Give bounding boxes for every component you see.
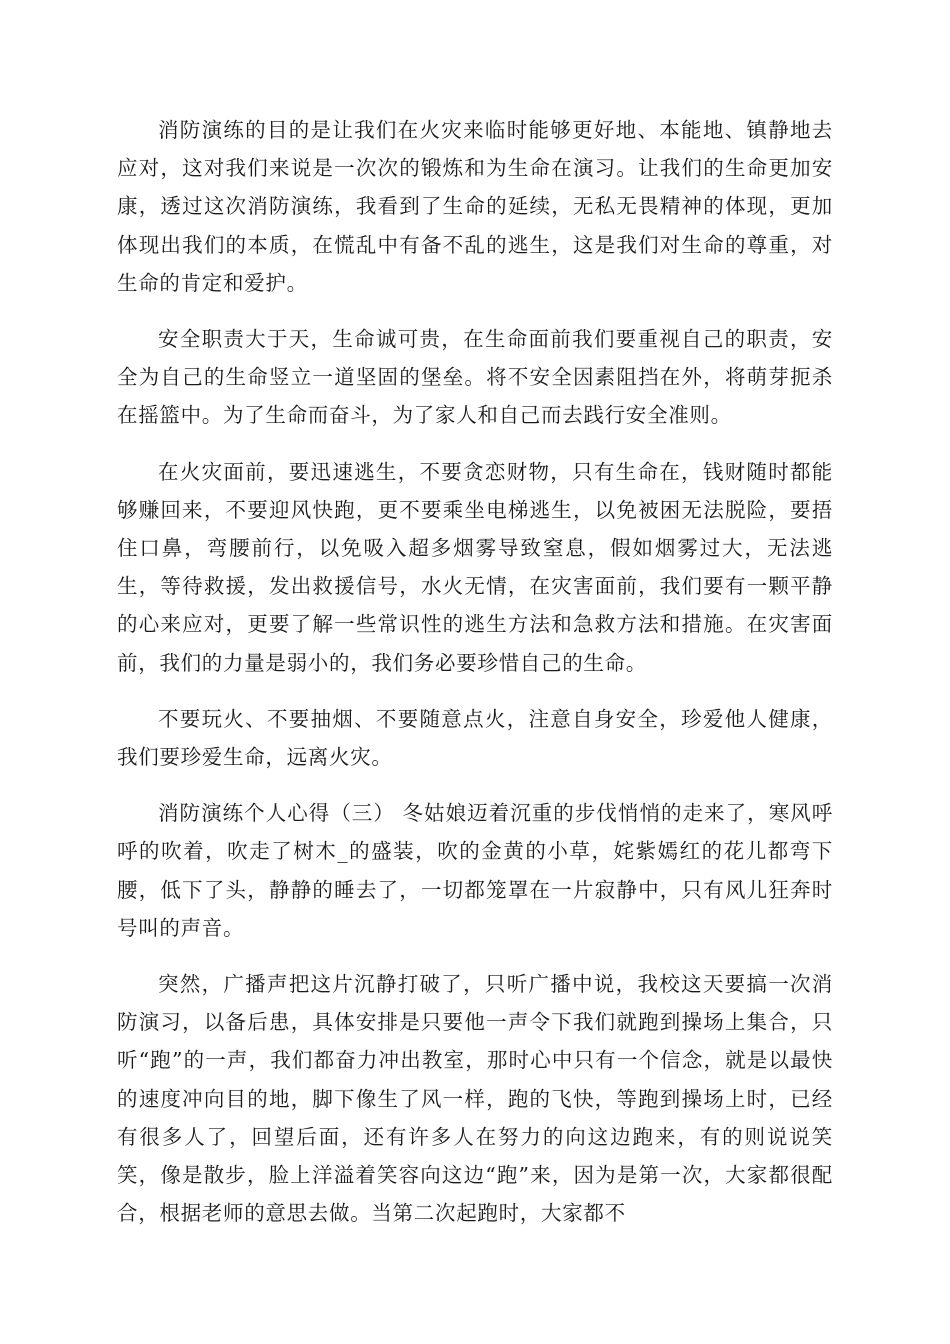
paragraph-safety-duty: 安全职责大于天，生命诚可贵，在生命面前我们要重视自己的职责，安全为自己的生命竖立一道坚固的堡垒。将不安全因素阻挡在外，将萌芽扼杀在摇篮中。为了生命而奋斗，为了家人和自己而去践行安全准则。	[117, 327, 833, 428]
paragraph-broadcast-drill: 突然，广播声把这片沉静打破了，只听广播中说，我校这天要搞一次消防演习，以备后患，具体安排是只要他一声令下我们就跑到操场上集合，只听“跑”的一声，我们都奋力冲出教室，那时心中只有一个信念，就是以最快的速度冲向目的地，脚下像生了风一样，跑的飞快，等跑到操场上时，已经有很多人了，回望后面，还有许多人在努力的向这边跑来，有的则说说笑笑，像是散步，脸上洋溢着笑容向这边“跑”来，因为是第一次，大家都很配合，根据老师的意思去做。当第二次起跑时，大家都不	[117, 972, 833, 1226]
paragraph-fire-escape: 在火灾面前，要迅速逃生，不要贪恋财物，只有生命在，钱财随时都能够赚回来，不要迎风快跑，更不要乘坐电梯逃生，以免被困无法脱险，要捂住口鼻，弯腰前行，以免吸入超多烟雾导致窒息，假如烟雾过大，无法逃生，等待救援，发出救援信号，水火无情，在灾害面前，我们要有一颗平静的心来应对，更要了解一些常识性的逃生方法和急救方法和措施。在灾害面前，我们的力量是弱小的，我们务必要珍惜自己的生命。	[117, 459, 833, 675]
document-body	[117, 111, 833, 1250]
paragraph-reflection-three: 消防演练个人心得（三） 冬姑娘迈着沉重的步伐悄悄的走来了，寒风呼呼的吹着，吹走了树木_的盛装，吹的金黄的小草，姹紫嫣红的花儿都弯下腰，低下了头，静静的睡去了，一切都笼罩在一片寂静中，只有风儿狂奔时号叫的声音。	[117, 801, 833, 940]
paragraph-fire-prevention: 不要玩火、不要抽烟、不要随意点火，注意自身安全，珍爱他人健康，我们要珍爱生命，远离火灾。	[117, 706, 833, 770]
paragraph-drill-purpose: 消防演练的目的是让我们在火灾来临时能够更好地、本能地、镇静地去应对，这对我们来说是一次次的锻炼和为生命在演习。让我们的生命更加安康，透过这次消防演练，我看到了生命的延续，无私无畏精神的体现，更加体现出我们的本质，在慌乱中有备不乱的逃生，这是我们对生命的尊重，对生命的肯定和爱护。	[117, 118, 833, 295]
